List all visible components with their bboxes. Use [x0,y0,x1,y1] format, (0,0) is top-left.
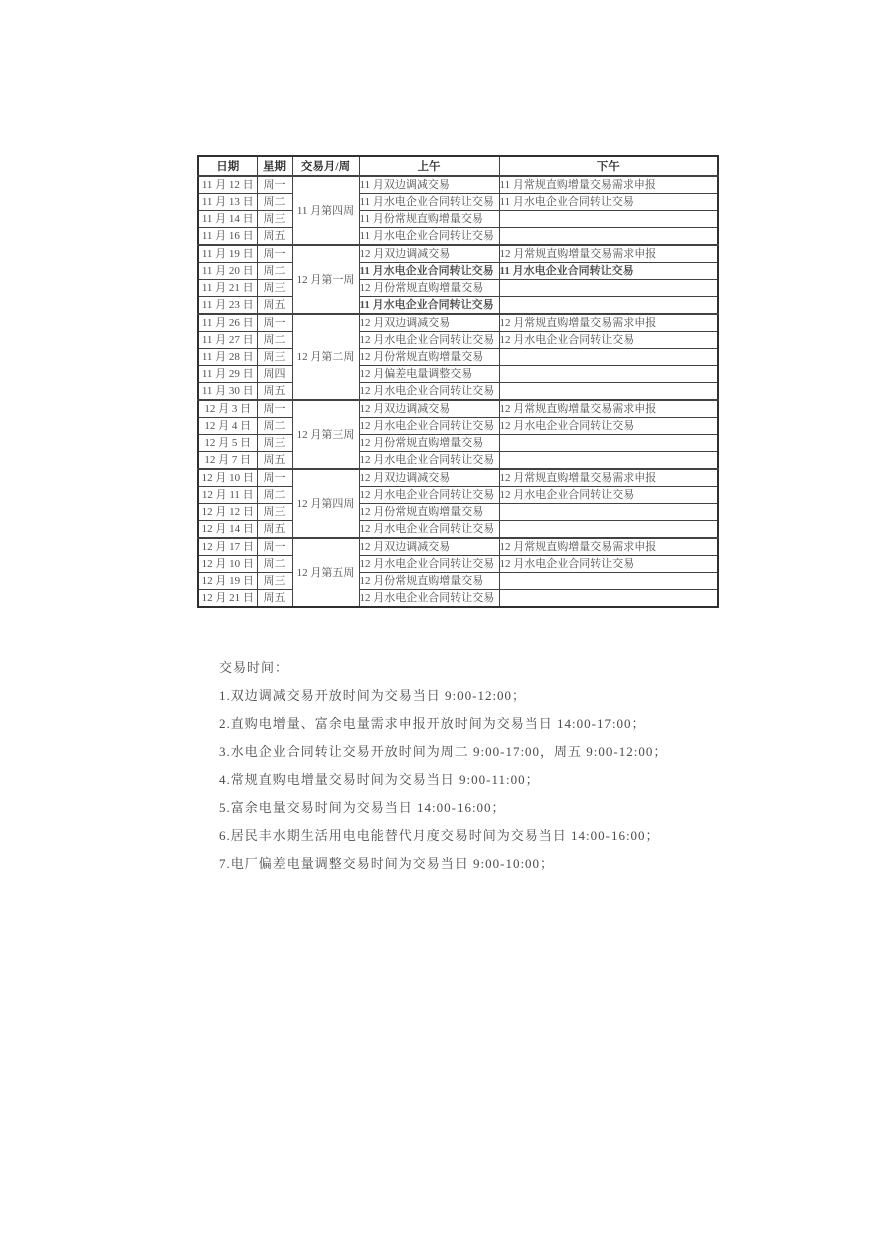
table-row [198,280,718,297]
morning-cell: 12 月水电企业合同转让交易 [359,418,499,435]
table-row [198,245,718,263]
afternoon-cell [499,383,718,401]
weekday-cell: 周三 [257,573,292,590]
schedule-table-body [198,176,718,607]
date-cell: 12 月 10 日 [198,556,257,573]
morning-cell: 12 月水电企业合同转让交易 [359,590,499,608]
afternoon-cell [499,573,718,590]
date-cell: 12 月 4 日 [198,418,257,435]
morning-cell: 12 月双边调减交易 [359,245,499,263]
weekday-cell: 周五 [257,383,292,401]
afternoon-cell [499,435,718,452]
date-cell: 11 月 19 日 [198,245,257,263]
weekday-cell: 周二 [257,418,292,435]
morning-cell: 12 月双边调减交易 [359,400,499,418]
afternoon-cell: 11 月水电企业合同转让交易 [499,263,718,280]
morning-cell: 12 月份常规直购增量交易 [359,349,499,366]
afternoon-cell [499,280,718,297]
afternoon-cell [499,521,718,539]
table-row [198,469,718,487]
date-cell: 11 月 21 日 [198,280,257,297]
schedule-table [197,155,719,608]
notes-section [219,659,667,883]
table-row [198,590,718,608]
afternoon-cell: 12 月水电企业合同转让交易 [499,332,718,349]
date-cell: 12 月 11 日 [198,487,257,504]
weekday-cell: 周二 [257,487,292,504]
table-row [198,332,718,349]
schedule-table-container [197,155,719,608]
note-line: 4.常规直购电增量交易时间为交易当日 9:00-11:00； [219,772,540,787]
date-cell: 11 月 30 日 [198,383,257,401]
weekday-cell: 周二 [257,263,292,280]
week-cell: 12 月第二周 [292,314,359,400]
week-cell: 12 月第四周 [292,469,359,538]
morning-cell: 11 月份常规直购增量交易 [359,211,499,228]
date-cell: 12 月 7 日 [198,452,257,470]
afternoon-cell: 12 月水电企业合同转让交易 [499,418,718,435]
notes-list [219,687,667,873]
afternoon-cell [499,366,718,383]
morning-cell: 11 月双边调减交易 [359,176,499,194]
date-cell: 12 月 21 日 [198,590,257,608]
weekday-cell: 周一 [257,538,292,556]
afternoon-cell: 12 月常规直购增量交易需求申报 [499,245,718,263]
weekday-cell: 周五 [257,521,292,539]
note-line: 5.富余电量交易时间为交易当日 14:00-16:00； [219,800,506,815]
afternoon-cell: 12 月常规直购增量交易需求申报 [499,314,718,332]
date-cell: 12 月 5 日 [198,435,257,452]
weekday-cell: 周三 [257,349,292,366]
date-cell: 11 月 14 日 [198,211,257,228]
week-cell: 12 月第三周 [292,400,359,469]
note-line: 1.双边调减交易开放时间为交易当日 9:00-12:00； [219,688,527,703]
notes-title: 交易时间： [219,660,290,675]
column-header-afternoon: 下午 [499,156,718,176]
column-header-week: 交易月/周 [292,156,359,176]
table-row [198,383,718,401]
column-header-morning: 上午 [359,156,499,176]
weekday-cell: 周五 [257,590,292,608]
table-row [198,228,718,246]
afternoon-cell: 12 月常规直购增量交易需求申报 [499,400,718,418]
morning-cell: 11 月水电企业合同转让交易 [359,228,499,246]
afternoon-cell [499,211,718,228]
table-row [198,263,718,280]
date-cell: 12 月 10 日 [198,469,257,487]
date-cell: 11 月 23 日 [198,297,257,315]
date-cell: 12 月 12 日 [198,504,257,521]
date-cell: 12 月 19 日 [198,573,257,590]
table-row [198,194,718,211]
date-cell: 11 月 28 日 [198,349,257,366]
date-cell: 12 月 17 日 [198,538,257,556]
morning-cell: 12 月水电企业合同转让交易 [359,487,499,504]
morning-cell: 12 月水电企业合同转让交易 [359,452,499,470]
note-line: 3.水电企业合同转让交易开放时间为周二 9:00-17:00，周五 9:00-12:00； [219,744,668,759]
afternoon-cell: 11 月水电企业合同转让交易 [499,194,718,211]
column-header-weekday: 星期 [257,156,292,176]
table-row [198,297,718,315]
morning-cell: 12 月偏差电量调整交易 [359,366,499,383]
table-row [198,418,718,435]
note-line: 2.直购电增量、富余电量需求申报开放时间为交易当日 14:00-17:00； [219,716,646,731]
table-header-row [198,156,718,176]
date-cell: 11 月 12 日 [198,176,257,194]
weekday-cell: 周四 [257,366,292,383]
morning-cell: 12 月水电企业合同转让交易 [359,521,499,539]
table-row [198,366,718,383]
date-cell: 12 月 14 日 [198,521,257,539]
week-cell: 12 月第一周 [292,245,359,314]
weekday-cell: 周二 [257,556,292,573]
weekday-cell: 周一 [257,245,292,263]
afternoon-cell: 11 月常规直购增量交易需求申报 [499,176,718,194]
table-row [198,538,718,556]
morning-cell: 12 月份常规直购增量交易 [359,504,499,521]
afternoon-cell: 12 月常规直购增量交易需求申报 [499,469,718,487]
table-row [198,573,718,590]
morning-cell: 12 月份常规直购增量交易 [359,573,499,590]
weekday-cell: 周三 [257,435,292,452]
table-row [198,211,718,228]
weekday-cell: 周五 [257,452,292,470]
weekday-cell: 周三 [257,504,292,521]
morning-cell: 11 月水电企业合同转让交易 [359,263,499,280]
table-row [198,556,718,573]
table-row [198,521,718,539]
morning-cell: 12 月水电企业合同转让交易 [359,332,499,349]
weekday-cell: 周一 [257,314,292,332]
morning-cell: 12 月双边调减交易 [359,538,499,556]
table-row [198,176,718,194]
table-row [198,349,718,366]
table-row [198,314,718,332]
weekday-cell: 周一 [257,176,292,194]
weekday-cell: 周三 [257,211,292,228]
date-cell: 12 月 3 日 [198,400,257,418]
date-cell: 11 月 29 日 [198,366,257,383]
morning-cell: 12 月份常规直购增量交易 [359,435,499,452]
weekday-cell: 周二 [257,332,292,349]
morning-cell: 12 月双边调减交易 [359,314,499,332]
column-header-date: 日期 [198,156,257,176]
table-row [198,487,718,504]
date-cell: 11 月 27 日 [198,332,257,349]
date-cell: 11 月 20 日 [198,263,257,280]
morning-cell: 12 月水电企业合同转让交易 [359,383,499,401]
date-cell: 11 月 13 日 [198,194,257,211]
weekday-cell: 周一 [257,400,292,418]
week-cell: 11 月第四周 [292,176,359,245]
table-row [198,435,718,452]
date-cell: 11 月 26 日 [198,314,257,332]
note-line: 6.居民丰水期生活用电电能替代月度交易时间为交易当日 14:00-16:00； [219,828,660,843]
afternoon-cell [499,504,718,521]
date-cell: 11 月 16 日 [198,228,257,246]
afternoon-cell [499,349,718,366]
afternoon-cell: 12 月水电企业合同转让交易 [499,487,718,504]
afternoon-cell [499,297,718,315]
weekday-cell: 周三 [257,280,292,297]
table-row [198,400,718,418]
morning-cell: 12 月水电企业合同转让交易 [359,556,499,573]
note-line: 7.电厂偏差电量调整交易时间为交易当日 9:00-10:00； [219,856,555,871]
afternoon-cell [499,590,718,608]
weekday-cell: 周五 [257,228,292,246]
afternoon-cell: 12 月水电企业合同转让交易 [499,556,718,573]
weekday-cell: 周五 [257,297,292,315]
afternoon-cell: 12 月常规直购增量交易需求申报 [499,538,718,556]
afternoon-cell [499,452,718,470]
table-row [198,504,718,521]
weekday-cell: 周二 [257,194,292,211]
morning-cell: 11 月水电企业合同转让交易 [359,297,499,315]
morning-cell: 12 月双边调减交易 [359,469,499,487]
morning-cell: 12 月份常规直购增量交易 [359,280,499,297]
afternoon-cell [499,228,718,246]
week-cell: 12 月第五周 [292,538,359,607]
table-row [198,452,718,470]
morning-cell: 11 月水电企业合同转让交易 [359,194,499,211]
weekday-cell: 周一 [257,469,292,487]
